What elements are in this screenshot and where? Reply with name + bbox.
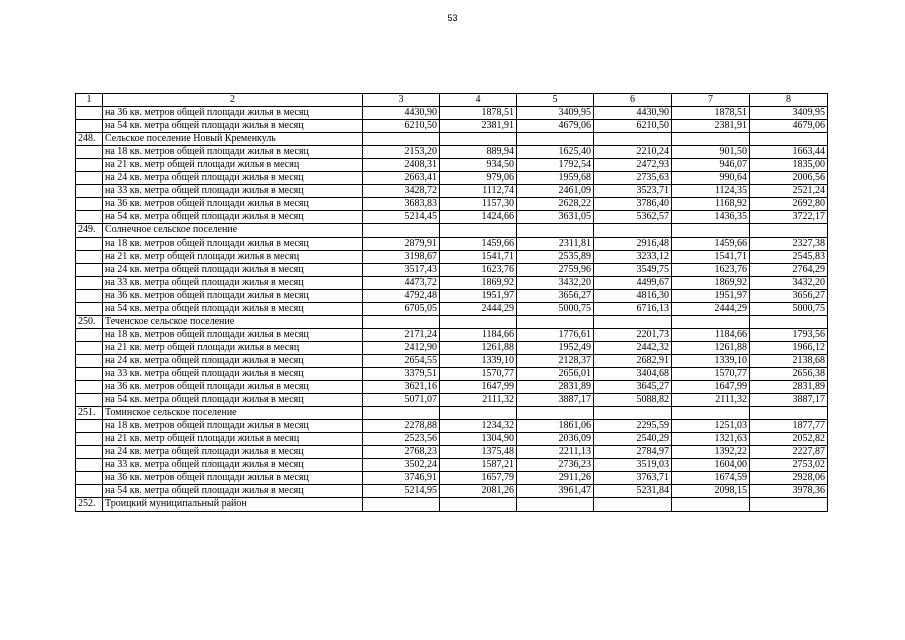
value-cell-col-5: 1861,06 bbox=[517, 420, 594, 433]
table-row bbox=[76, 446, 828, 459]
value-cell-col-3: 2412,90 bbox=[363, 341, 440, 354]
value-cell-col-4: 1112,74 bbox=[440, 185, 517, 198]
value-cell-col-7: 1647,99 bbox=[672, 381, 750, 394]
value-cell-col-4 bbox=[440, 224, 517, 237]
value-cell-col-5 bbox=[517, 224, 594, 237]
table-row bbox=[76, 459, 828, 472]
table-row bbox=[76, 472, 828, 485]
table-row bbox=[76, 276, 828, 289]
value-cell-col-7: 1251,03 bbox=[672, 420, 750, 433]
value-cell-col-5: 2311,81 bbox=[517, 237, 594, 250]
value-cell-col-7: 1869,92 bbox=[672, 276, 750, 289]
housing-norm-cell: на 54 кв. метра общей площади жилья в месяц bbox=[103, 394, 363, 407]
table-row bbox=[76, 172, 828, 185]
housing-norm-cell: на 18 кв. метров общей площади жилья в месяц bbox=[103, 146, 363, 159]
settlement-name-cell: Томинское сельское поселение bbox=[103, 407, 363, 420]
value-cell-col-6 bbox=[594, 224, 672, 237]
value-cell-col-4: 1623,76 bbox=[440, 263, 517, 276]
value-cell-col-5: 2759,96 bbox=[517, 263, 594, 276]
value-cell-col-7: 1168,92 bbox=[672, 198, 750, 211]
table-row bbox=[76, 120, 828, 133]
value-cell-col-7: 1878,51 bbox=[672, 107, 750, 120]
value-cell-col-8: 5000,75 bbox=[750, 302, 828, 315]
value-cell-col-7: 2381,91 bbox=[672, 120, 750, 133]
row-number-cell bbox=[76, 107, 103, 120]
value-cell-col-8: 1793,56 bbox=[750, 328, 828, 341]
value-cell-col-5: 2628,22 bbox=[517, 198, 594, 211]
value-cell-col-8: 2521,24 bbox=[750, 185, 828, 198]
value-cell-col-3: 4792,48 bbox=[363, 289, 440, 302]
value-cell-col-5 bbox=[517, 498, 594, 511]
value-cell-col-6 bbox=[594, 133, 672, 146]
housing-norm-cell: на 36 кв. метров общей площади жилья в месяц bbox=[103, 198, 363, 211]
header-cell-col-2: 2 bbox=[103, 94, 363, 107]
value-cell-col-8: 3432,20 bbox=[750, 276, 828, 289]
page-number: 53 bbox=[447, 13, 458, 23]
value-cell-col-3 bbox=[363, 498, 440, 511]
row-number-cell bbox=[76, 433, 103, 446]
value-cell-col-6: 3523,71 bbox=[594, 185, 672, 198]
housing-norm-cell: на 21 кв. метр общей площади жилья в месяц bbox=[103, 433, 363, 446]
value-cell-col-3: 3428,72 bbox=[363, 185, 440, 198]
value-cell-col-4: 1570,77 bbox=[440, 367, 517, 380]
value-cell-col-5: 1792,54 bbox=[517, 159, 594, 172]
value-cell-col-7: 1261,88 bbox=[672, 341, 750, 354]
value-cell-col-6: 2201,73 bbox=[594, 328, 672, 341]
header-cell-col-5: 5 bbox=[517, 94, 594, 107]
value-cell-col-5: 3656,27 bbox=[517, 289, 594, 302]
value-cell-col-4: 889,94 bbox=[440, 146, 517, 159]
housing-norm-cell: на 54 кв. метра общей площади жилья в месяц bbox=[103, 302, 363, 315]
table-row bbox=[76, 302, 828, 315]
row-number-cell: 252. bbox=[76, 498, 103, 511]
value-cell-col-3: 3198,67 bbox=[363, 250, 440, 263]
value-cell-col-3: 3517,43 bbox=[363, 263, 440, 276]
value-cell-col-7 bbox=[672, 498, 750, 511]
table-row bbox=[76, 107, 828, 120]
header-cell-col-7: 7 bbox=[672, 94, 750, 107]
section-row bbox=[76, 407, 828, 420]
value-cell-col-4: 1878,51 bbox=[440, 107, 517, 120]
value-cell-col-6: 5088,82 bbox=[594, 394, 672, 407]
value-cell-col-6: 3404,68 bbox=[594, 367, 672, 380]
section-row bbox=[76, 498, 828, 511]
value-cell-col-8: 3887,17 bbox=[750, 394, 828, 407]
value-cell-col-4: 1375,48 bbox=[440, 446, 517, 459]
value-cell-col-6 bbox=[594, 498, 672, 511]
value-cell-col-3: 6705,05 bbox=[363, 302, 440, 315]
value-cell-col-8: 2764,29 bbox=[750, 263, 828, 276]
value-cell-col-8: 2656,38 bbox=[750, 367, 828, 380]
value-cell-col-6 bbox=[594, 407, 672, 420]
value-cell-col-4: 1184,66 bbox=[440, 328, 517, 341]
housing-norm-cell: на 36 кв. метров общей площади жилья в месяц bbox=[103, 472, 363, 485]
value-cell-col-3: 2408,31 bbox=[363, 159, 440, 172]
row-number-cell bbox=[76, 159, 103, 172]
value-cell-col-3: 6210,50 bbox=[363, 120, 440, 133]
value-cell-col-8: 2831,89 bbox=[750, 381, 828, 394]
value-cell-col-8 bbox=[750, 407, 828, 420]
housing-norm-cell: на 36 кв. метров общей площади жилья в месяц bbox=[103, 381, 363, 394]
value-cell-col-8: 3656,27 bbox=[750, 289, 828, 302]
value-cell-col-8: 3409,95 bbox=[750, 107, 828, 120]
value-cell-col-8: 2753,02 bbox=[750, 459, 828, 472]
housing-norm-cell: на 18 кв. метров общей площади жилья в месяц bbox=[103, 237, 363, 250]
row-number-cell bbox=[76, 472, 103, 485]
settlement-name-cell: Солнечное сельское поселение bbox=[103, 224, 363, 237]
value-cell-col-5: 2911,26 bbox=[517, 472, 594, 485]
value-cell-col-4: 934,50 bbox=[440, 159, 517, 172]
value-cell-col-8: 2138,68 bbox=[750, 354, 828, 367]
value-cell-col-8: 2052,82 bbox=[750, 433, 828, 446]
value-cell-col-5: 3961,47 bbox=[517, 485, 594, 498]
row-number-cell bbox=[76, 211, 103, 224]
value-cell-col-5: 3631,05 bbox=[517, 211, 594, 224]
value-cell-col-4: 1951,97 bbox=[440, 289, 517, 302]
value-cell-col-4: 1261,88 bbox=[440, 341, 517, 354]
row-number-cell bbox=[76, 250, 103, 263]
table-row bbox=[76, 237, 828, 250]
value-cell-col-4: 1541,71 bbox=[440, 250, 517, 263]
value-cell-col-6: 2916,48 bbox=[594, 237, 672, 250]
value-cell-col-8: 2006,56 bbox=[750, 172, 828, 185]
value-cell-col-7: 946,07 bbox=[672, 159, 750, 172]
value-cell-col-6: 3786,40 bbox=[594, 198, 672, 211]
value-cell-col-8: 2692,80 bbox=[750, 198, 828, 211]
value-cell-col-5 bbox=[517, 315, 594, 328]
housing-norm-cell: на 21 кв. метр общей площади жилья в месяц bbox=[103, 341, 363, 354]
row-number-cell bbox=[76, 328, 103, 341]
value-cell-col-4: 979,06 bbox=[440, 172, 517, 185]
value-cell-col-8 bbox=[750, 498, 828, 511]
row-number-cell bbox=[76, 420, 103, 433]
table-row bbox=[76, 211, 828, 224]
value-cell-col-7: 2444,29 bbox=[672, 302, 750, 315]
value-cell-col-5: 3409,95 bbox=[517, 107, 594, 120]
value-cell-col-3: 5214,95 bbox=[363, 485, 440, 498]
housing-norm-cell: на 21 кв. метр общей площади жилья в месяц bbox=[103, 250, 363, 263]
value-cell-col-3 bbox=[363, 407, 440, 420]
value-cell-col-6: 3519,03 bbox=[594, 459, 672, 472]
value-cell-col-7: 1392,22 bbox=[672, 446, 750, 459]
value-cell-col-6: 2472,93 bbox=[594, 159, 672, 172]
section-row bbox=[76, 133, 828, 146]
value-cell-col-6: 3549,75 bbox=[594, 263, 672, 276]
value-cell-col-3: 2153,20 bbox=[363, 146, 440, 159]
header-cell-col-3: 3 bbox=[363, 94, 440, 107]
housing-norm-cell: на 24 кв. метра общей площади жилья в месяц bbox=[103, 446, 363, 459]
section-row bbox=[76, 224, 828, 237]
value-cell-col-3: 3379,51 bbox=[363, 367, 440, 380]
value-cell-col-8: 1877,77 bbox=[750, 420, 828, 433]
value-cell-col-3: 3746,91 bbox=[363, 472, 440, 485]
value-cell-col-7: 1674,59 bbox=[672, 472, 750, 485]
table-header-row bbox=[76, 94, 828, 107]
housing-norm-cell: на 18 кв. метров общей площади жилья в месяц bbox=[103, 328, 363, 341]
value-cell-col-8 bbox=[750, 224, 828, 237]
value-cell-col-4: 1424,66 bbox=[440, 211, 517, 224]
value-cell-col-4 bbox=[440, 498, 517, 511]
section-row bbox=[76, 315, 828, 328]
value-cell-col-3: 2278,88 bbox=[363, 420, 440, 433]
value-cell-col-8 bbox=[750, 315, 828, 328]
value-cell-col-3: 2171,24 bbox=[363, 328, 440, 341]
table-row bbox=[76, 485, 828, 498]
value-cell-col-8: 1966,12 bbox=[750, 341, 828, 354]
value-cell-col-6: 2295,59 bbox=[594, 420, 672, 433]
value-cell-col-7 bbox=[672, 224, 750, 237]
value-cell-col-3 bbox=[363, 133, 440, 146]
value-cell-col-4: 2381,91 bbox=[440, 120, 517, 133]
value-cell-col-5: 3432,20 bbox=[517, 276, 594, 289]
row-number-cell: 251. bbox=[76, 407, 103, 420]
table-row bbox=[76, 159, 828, 172]
value-cell-col-6: 2735,63 bbox=[594, 172, 672, 185]
row-number-cell: 249. bbox=[76, 224, 103, 237]
value-cell-col-8: 1835,00 bbox=[750, 159, 828, 172]
value-cell-col-8 bbox=[750, 133, 828, 146]
row-number-cell bbox=[76, 341, 103, 354]
header-cell-col-6: 6 bbox=[594, 94, 672, 107]
row-number-cell bbox=[76, 394, 103, 407]
table-row bbox=[76, 420, 828, 433]
row-number-cell bbox=[76, 120, 103, 133]
value-cell-col-6: 2442,32 bbox=[594, 341, 672, 354]
table-row bbox=[76, 341, 828, 354]
row-number-cell: 250. bbox=[76, 315, 103, 328]
value-cell-col-4 bbox=[440, 315, 517, 328]
value-cell-col-5: 2656,01 bbox=[517, 367, 594, 380]
value-cell-col-3 bbox=[363, 315, 440, 328]
value-cell-col-5: 2461,09 bbox=[517, 185, 594, 198]
value-cell-col-8: 2227,87 bbox=[750, 446, 828, 459]
value-cell-col-7: 1951,97 bbox=[672, 289, 750, 302]
tariff-table bbox=[75, 93, 828, 512]
table-row bbox=[76, 381, 828, 394]
value-cell-col-6: 4430,90 bbox=[594, 107, 672, 120]
value-cell-col-6: 4499,67 bbox=[594, 276, 672, 289]
value-cell-col-7 bbox=[672, 133, 750, 146]
value-cell-col-8: 2545,83 bbox=[750, 250, 828, 263]
value-cell-col-7: 1436,35 bbox=[672, 211, 750, 224]
header-cell-col-1: 1 bbox=[76, 94, 103, 107]
value-cell-col-5: 2128,37 bbox=[517, 354, 594, 367]
settlement-name-cell: Троицкий муниципальный район bbox=[103, 498, 363, 511]
housing-norm-cell: на 33 кв. метра общей площади жилья в месяц bbox=[103, 459, 363, 472]
table-row bbox=[76, 354, 828, 367]
value-cell-col-4: 1587,21 bbox=[440, 459, 517, 472]
value-cell-col-3: 2654,55 bbox=[363, 354, 440, 367]
table-row bbox=[76, 185, 828, 198]
value-cell-col-5: 1625,40 bbox=[517, 146, 594, 159]
value-cell-col-7 bbox=[672, 407, 750, 420]
value-cell-col-5 bbox=[517, 133, 594, 146]
value-cell-col-7: 1604,00 bbox=[672, 459, 750, 472]
value-cell-col-7: 1184,66 bbox=[672, 328, 750, 341]
value-cell-col-7 bbox=[672, 315, 750, 328]
value-cell-col-5: 2535,89 bbox=[517, 250, 594, 263]
housing-norm-cell: на 24 кв. метра общей площади жилья в месяц bbox=[103, 354, 363, 367]
value-cell-col-3: 5214,45 bbox=[363, 211, 440, 224]
value-cell-col-6: 3645,27 bbox=[594, 381, 672, 394]
value-cell-col-4: 1869,92 bbox=[440, 276, 517, 289]
value-cell-col-7: 1124,35 bbox=[672, 185, 750, 198]
value-cell-col-3: 5071,07 bbox=[363, 394, 440, 407]
row-number-cell bbox=[76, 381, 103, 394]
row-number-cell bbox=[76, 185, 103, 198]
value-cell-col-7: 2111,32 bbox=[672, 394, 750, 407]
value-cell-col-6: 2682,91 bbox=[594, 354, 672, 367]
row-number-cell: 248. bbox=[76, 133, 103, 146]
row-number-cell bbox=[76, 289, 103, 302]
row-number-cell bbox=[76, 237, 103, 250]
value-cell-col-6: 6716,13 bbox=[594, 302, 672, 315]
value-cell-col-3: 4473,72 bbox=[363, 276, 440, 289]
value-cell-col-7: 901,50 bbox=[672, 146, 750, 159]
housing-norm-cell: на 54 кв. метра общей площади жилья в месяц bbox=[103, 211, 363, 224]
value-cell-col-3: 2879,91 bbox=[363, 237, 440, 250]
header-cell-col-4: 4 bbox=[440, 94, 517, 107]
row-number-cell bbox=[76, 276, 103, 289]
housing-norm-cell: на 36 кв. метров общей площади жилья в месяц bbox=[103, 289, 363, 302]
row-number-cell bbox=[76, 172, 103, 185]
value-cell-col-6: 5231,84 bbox=[594, 485, 672, 498]
value-cell-col-7: 1623,76 bbox=[672, 263, 750, 276]
table-row bbox=[76, 198, 828, 211]
value-cell-col-3: 2523,56 bbox=[363, 433, 440, 446]
value-cell-col-5: 1959,68 bbox=[517, 172, 594, 185]
value-cell-col-4 bbox=[440, 407, 517, 420]
table-row bbox=[76, 146, 828, 159]
value-cell-col-5: 2211,13 bbox=[517, 446, 594, 459]
housing-norm-cell: на 36 кв. метров общей площади жилья в месяц bbox=[103, 107, 363, 120]
settlement-name-cell: Теченское сельское поселение bbox=[103, 315, 363, 328]
value-cell-col-5: 2036,09 bbox=[517, 433, 594, 446]
value-cell-col-6: 5362,57 bbox=[594, 211, 672, 224]
row-number-cell bbox=[76, 446, 103, 459]
value-cell-col-8: 1663,44 bbox=[750, 146, 828, 159]
housing-norm-cell: на 33 кв. метра общей площади жилья в месяц bbox=[103, 185, 363, 198]
header-cell-col-8: 8 bbox=[750, 94, 828, 107]
value-cell-col-7: 990,64 bbox=[672, 172, 750, 185]
value-cell-col-7: 2098,15 bbox=[672, 485, 750, 498]
value-cell-col-3 bbox=[363, 224, 440, 237]
value-cell-col-4: 1304,90 bbox=[440, 433, 517, 446]
value-cell-col-3: 3502,24 bbox=[363, 459, 440, 472]
value-cell-col-7: 1541,71 bbox=[672, 250, 750, 263]
value-cell-col-3: 4430,90 bbox=[363, 107, 440, 120]
value-cell-col-8: 3722,17 bbox=[750, 211, 828, 224]
value-cell-col-5: 4679,06 bbox=[517, 120, 594, 133]
value-cell-col-4: 1339,10 bbox=[440, 354, 517, 367]
housing-norm-cell: на 24 кв. метра общей площади жилья в месяц bbox=[103, 172, 363, 185]
value-cell-col-6: 3233,12 bbox=[594, 250, 672, 263]
value-cell-col-6: 2210,24 bbox=[594, 146, 672, 159]
table-row bbox=[76, 328, 828, 341]
value-cell-col-4: 1647,99 bbox=[440, 381, 517, 394]
row-number-cell bbox=[76, 263, 103, 276]
value-cell-col-7: 1339,10 bbox=[672, 354, 750, 367]
value-cell-col-4: 2111,32 bbox=[440, 394, 517, 407]
row-number-cell bbox=[76, 485, 103, 498]
value-cell-col-8: 3978,36 bbox=[750, 485, 828, 498]
value-cell-col-5: 1952,49 bbox=[517, 341, 594, 354]
value-cell-col-7: 1459,66 bbox=[672, 237, 750, 250]
value-cell-col-6 bbox=[594, 315, 672, 328]
row-number-cell bbox=[76, 354, 103, 367]
value-cell-col-5: 3887,17 bbox=[517, 394, 594, 407]
value-cell-col-4: 1157,30 bbox=[440, 198, 517, 211]
row-number-cell bbox=[76, 302, 103, 315]
table-row bbox=[76, 367, 828, 380]
value-cell-col-5: 1776,61 bbox=[517, 328, 594, 341]
value-cell-col-6: 4816,30 bbox=[594, 289, 672, 302]
value-cell-col-5: 2831,89 bbox=[517, 381, 594, 394]
table-row bbox=[76, 433, 828, 446]
table-row bbox=[76, 289, 828, 302]
value-cell-col-6: 3763,71 bbox=[594, 472, 672, 485]
settlement-name-cell: Сельское поселение Новый Кременкуль bbox=[103, 133, 363, 146]
value-cell-col-5 bbox=[517, 407, 594, 420]
value-cell-col-3: 2663,41 bbox=[363, 172, 440, 185]
housing-norm-cell: на 33 кв. метра общей площади жилья в месяц bbox=[103, 276, 363, 289]
value-cell-col-8: 2928,06 bbox=[750, 472, 828, 485]
value-cell-col-6: 2540,29 bbox=[594, 433, 672, 446]
housing-norm-cell: на 24 кв. метра общей площади жилья в месяц bbox=[103, 263, 363, 276]
value-cell-col-4: 1459,66 bbox=[440, 237, 517, 250]
value-cell-col-4: 1657,79 bbox=[440, 472, 517, 485]
table-row bbox=[76, 394, 828, 407]
value-cell-col-7: 1570,77 bbox=[672, 367, 750, 380]
value-cell-col-3: 3621,16 bbox=[363, 381, 440, 394]
value-cell-col-4: 2081,26 bbox=[440, 485, 517, 498]
value-cell-col-8: 2327,38 bbox=[750, 237, 828, 250]
value-cell-col-3: 3683,83 bbox=[363, 198, 440, 211]
value-cell-col-8: 4679,06 bbox=[750, 120, 828, 133]
value-cell-col-6: 2784,97 bbox=[594, 446, 672, 459]
housing-norm-cell: на 54 кв. метра общей площади жилья в месяц bbox=[103, 120, 363, 133]
value-cell-col-4: 2444,29 bbox=[440, 302, 517, 315]
value-cell-col-3: 2768,23 bbox=[363, 446, 440, 459]
housing-norm-cell: на 54 кв. метра общей площади жилья в месяц bbox=[103, 485, 363, 498]
row-number-cell bbox=[76, 198, 103, 211]
housing-norm-cell: на 33 кв. метра общей площади жилья в месяц bbox=[103, 367, 363, 380]
value-cell-col-6: 6210,50 bbox=[594, 120, 672, 133]
value-cell-col-4: 1234,32 bbox=[440, 420, 517, 433]
table-row bbox=[76, 263, 828, 276]
housing-norm-cell: на 18 кв. метров общей площади жилья в месяц bbox=[103, 420, 363, 433]
value-cell-col-7: 1321,63 bbox=[672, 433, 750, 446]
table-row bbox=[76, 250, 828, 263]
value-cell-col-4 bbox=[440, 133, 517, 146]
row-number-cell bbox=[76, 459, 103, 472]
housing-norm-cell: на 21 кв. метр общей площади жилья в месяц bbox=[103, 159, 363, 172]
row-number-cell bbox=[76, 146, 103, 159]
value-cell-col-5: 2736,23 bbox=[517, 459, 594, 472]
row-number-cell bbox=[76, 367, 103, 380]
value-cell-col-5: 5000,75 bbox=[517, 302, 594, 315]
